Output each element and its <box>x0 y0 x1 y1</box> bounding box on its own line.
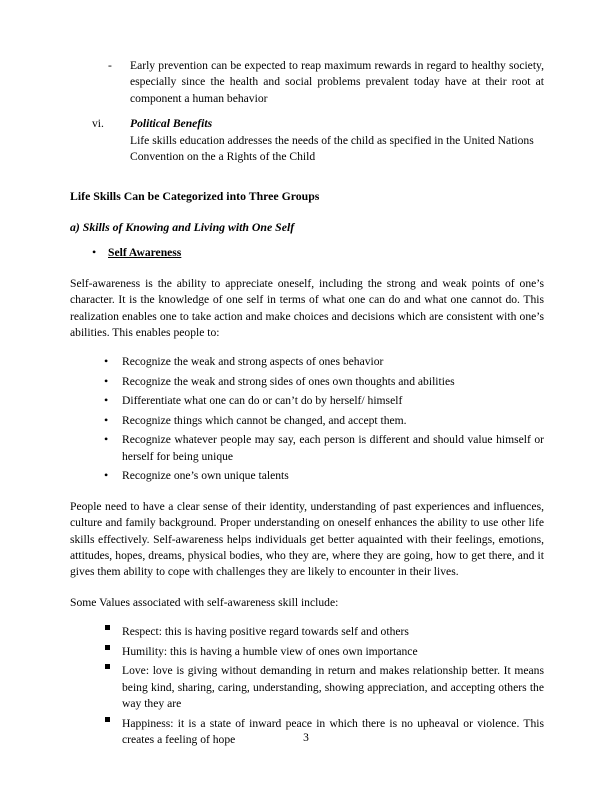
list-item <box>70 644 544 660</box>
list-item <box>70 468 544 484</box>
bullet-icon: • <box>104 432 109 447</box>
list-item-text: Recognize things which cannot be changed, and accept them. <box>122 413 407 427</box>
list-item <box>70 432 544 465</box>
subsection-letter: a) <box>70 220 80 235</box>
list-item-text: Recognize the weak and strong sides of ones own thoughts and abilities <box>122 374 455 388</box>
paragraph-identity: People need to have a clear sense of their identity, understanding of past experiences and influences, culture and family background. Proper understanding on oneself enhances the ability to use other life skills effectively. Self-awareness helps individuals get better aquainted with their feelings, emotions, attitudes, hopes, dreams, physical bodies, who they are, where they are going, how to get there, and it gives them ability to cope with challenges they are likely to encounter in their lives. <box>70 499 544 579</box>
list-item <box>70 413 544 429</box>
list-item-text: Respect: this is having positive regard towards self and others <box>122 625 409 639</box>
list-item <box>70 624 544 640</box>
list-item-text: Recognize one’s own unique talents <box>122 469 289 483</box>
list-item <box>70 393 544 409</box>
roman-item-body: Life skills education addresses the needs of the child as specified in the United Nations Convention on the a Rights of the Child <box>130 133 534 164</box>
list-item <box>70 354 544 370</box>
list-item-text: Recognize whatever people may say, each person is different and should value himself or herself for being unique <box>122 433 544 463</box>
subsection-title: Skills of Knowing and Living with One Self <box>82 220 295 235</box>
square-bullet-icon <box>105 645 110 650</box>
bullet-icon: • <box>92 245 97 260</box>
roman-item-title: Political Benefits <box>130 117 213 131</box>
square-bullet-icon <box>105 717 110 722</box>
list-item <box>70 374 544 390</box>
list-item-text: Love: love is giving without demanding in return and makes relationship better. It means being kind, sharing, caring, understanding, showing appreciation, and accepting others the way they are <box>122 664 544 711</box>
list-item <box>70 245 544 261</box>
page-content <box>70 58 544 752</box>
topic-label: Self Awareness <box>108 246 182 260</box>
page-number: 3 <box>303 732 309 744</box>
section-heading: Life Skills Can be Categorized into Three Groups <box>70 188 320 203</box>
roman-list-item <box>84 116 544 165</box>
topic-bullet-list <box>70 245 544 261</box>
square-bullet-icon <box>105 625 110 630</box>
bullet-icon: • <box>104 412 109 427</box>
subsection-heading <box>70 219 544 236</box>
dash-list <box>108 58 544 107</box>
bullet-icon: • <box>104 354 109 369</box>
list-item-text: Early prevention can be expected to reap maximum rewards in regard to healthy society, especially since the health and social problems prevalent today have at their root at component a human behavior <box>130 59 544 105</box>
list-item-text: Humility: this is having a humble view of ones own importance <box>122 644 418 658</box>
list-item <box>108 58 544 107</box>
roman-marker: vi. <box>92 117 104 131</box>
square-bullet-icon <box>105 664 110 669</box>
bullet-icon: • <box>104 468 109 483</box>
list-item-text: Recognize the weak and strong aspects of ones behavior <box>122 355 384 369</box>
dash-marker: - <box>108 59 112 72</box>
bullet-icon: • <box>104 373 109 388</box>
list-item-text: Happiness: it is a state of inward peace in which there is no upheaval or violence. This creates a feeling of hope <box>122 716 544 747</box>
paragraph-self-awareness-definition: Self-awareness is the ability to appreciate oneself, including the strong and weak points of one’s character. It is the knowledge of one self in terms of what one can do and what one cannot do. This realization enables one to take action and make choices and decisions which are consistent with one’s abilities. This enables people to: <box>70 276 544 340</box>
list-item <box>70 663 544 712</box>
paragraph-values-intro: Some Values associated with self-awareness skill include: <box>70 595 339 609</box>
bullet-icon: • <box>104 393 109 408</box>
list-item-text: Differentiate what one can do or can’t do by herself/ himself <box>122 394 403 408</box>
enables-list <box>70 354 544 484</box>
